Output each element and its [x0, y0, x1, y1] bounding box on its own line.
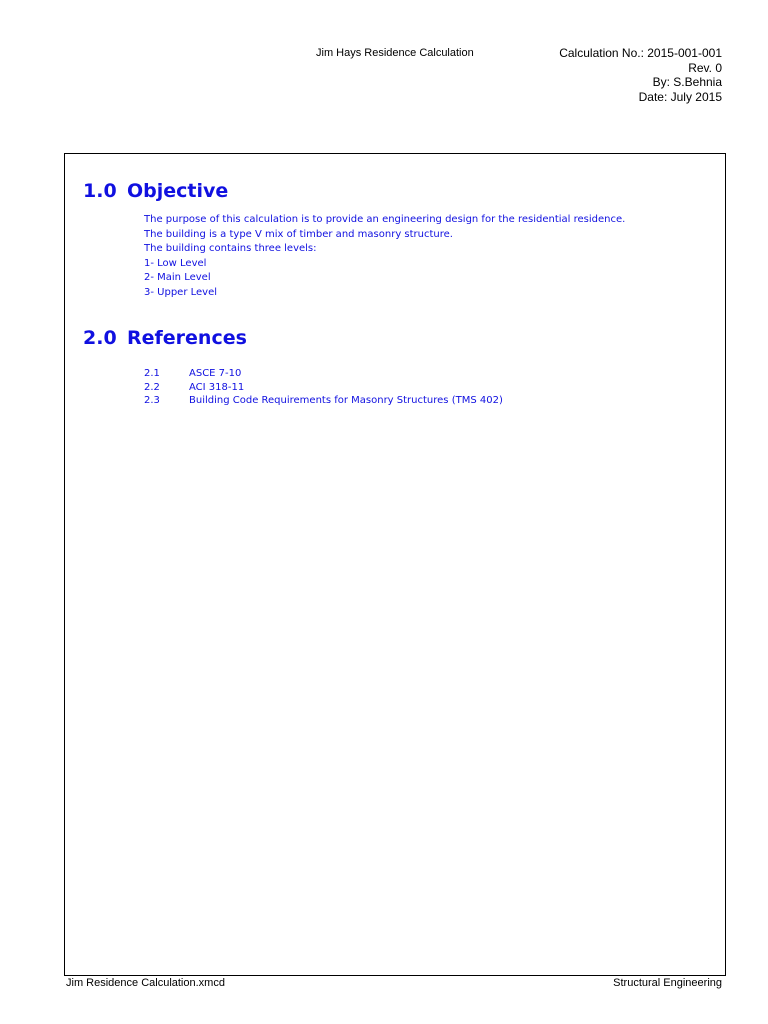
references-list: [144, 367, 503, 408]
reference-text: ACI 318-11: [189, 381, 245, 393]
objective-line: 2- Main Level: [144, 272, 211, 284]
content-frame: [64, 153, 726, 976]
objective-line: The building contains three levels:: [144, 243, 317, 255]
objective-body: [144, 213, 625, 301]
reference-number: 2.2: [144, 381, 160, 393]
reference-text: ASCE 7-10: [189, 368, 242, 379]
objective-line: 1- Low Level: [144, 257, 207, 269]
calculation-number: Calculation No.: 2015-001-001: [559, 46, 722, 60]
objective-line: The purpose of this calculation is to provide an engineering design for the residential residence.: [144, 214, 626, 225]
objective-heading: [83, 180, 228, 202]
calculation-info: [559, 46, 722, 104]
project-title: Jim Hays Residence Calculation: [316, 47, 474, 59]
references-title: References: [127, 327, 247, 349]
date: Date: July 2015: [638, 89, 722, 104]
reference-item: [144, 394, 503, 408]
revision: Rev. 0: [688, 60, 722, 75]
objective-line: 3- Upper Level: [144, 286, 218, 298]
references-number: 2.0: [83, 327, 117, 349]
footer-department: Structural Engineering: [613, 977, 722, 989]
reference-text: Building Code Requirements for Masonry Structures (TMS 402): [189, 395, 503, 407]
author: By: S.Behnia: [652, 75, 722, 89]
objective-title: Objective: [127, 180, 229, 202]
objective-line: The building is a type V mix of timber and masonry structure.: [144, 228, 453, 240]
reference-item: [144, 381, 503, 395]
reference-item: [144, 367, 503, 381]
reference-number: 2.1: [144, 368, 160, 379]
objective-number: 1.0: [83, 180, 117, 202]
references-heading: [83, 327, 247, 349]
footer-filename: Jim Residence Calculation.xmcd: [66, 977, 225, 989]
reference-number: 2.3: [144, 395, 160, 407]
